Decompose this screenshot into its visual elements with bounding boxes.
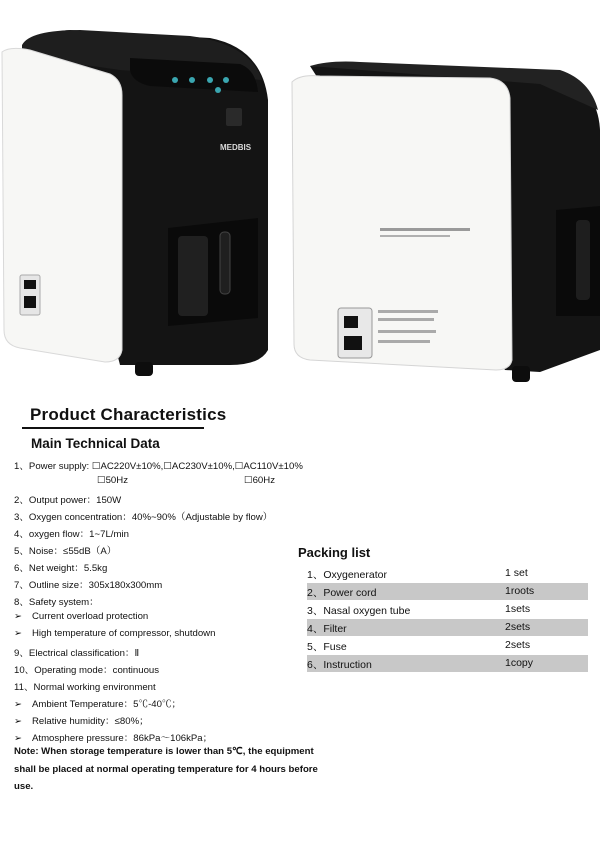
spec-frequency-50hz: ☐50Hz xyxy=(97,475,128,486)
packing-row xyxy=(307,583,588,600)
packing-row xyxy=(307,637,588,654)
spec-text: Current overload protection xyxy=(32,611,149,622)
spec-atmosphere-pressure xyxy=(14,730,212,744)
packing-item-qty: 1copy xyxy=(505,657,534,669)
packing-item-name: 4、Filter xyxy=(307,623,347,635)
packing-item-qty: 1 set xyxy=(505,567,528,579)
packing-item-name: 3、Nasal oxygen tube xyxy=(307,605,411,617)
spec-high-temperature xyxy=(14,628,215,639)
spec-oxygen-flow: 4、oxygen flow：1~7L/min xyxy=(14,529,129,540)
spec-net-weight: 6、Net weight：5.5kg xyxy=(14,563,108,574)
spec-overload-protection xyxy=(14,611,148,622)
packing-row xyxy=(307,655,588,672)
arrow-bullet-icon: ➢ xyxy=(14,733,23,744)
arrow-bullet-icon: ➢ xyxy=(14,716,23,727)
packing-item-qty: 1roots xyxy=(505,585,535,597)
spec-oxygen-concentration: 3、Oxygen concentration：40%~90%（Adjustable by flow） xyxy=(14,512,273,523)
spec-frequency-60hz: ☐60Hz xyxy=(244,475,275,486)
packing-item-name: 6、Instruction xyxy=(307,659,372,671)
arrow-bullet-icon: ➢ xyxy=(14,628,23,639)
spec-output-power: 2、Output power：150W xyxy=(14,495,122,506)
storage-note: Note: When storage temperature is lower than 5℃, the equipment shall be placed at normal operating temperature for 4 hours before use. xyxy=(14,746,318,792)
product-photos xyxy=(0,0,600,392)
section-heading: Product Characteristics xyxy=(30,405,227,424)
packing-item-qty: 2sets xyxy=(505,639,531,651)
spec-text: Relative humidity：≤80%； xyxy=(32,716,149,727)
brand-label: MEDBIS xyxy=(220,143,252,152)
spec-working-environment: 11、Normal working environment xyxy=(14,682,156,693)
section-subheading: Main Technical Data xyxy=(31,436,160,451)
spec-text: Atmosphere pressure：86kPa～106kPa； xyxy=(32,733,213,744)
packing-item-name: 5、Fuse xyxy=(307,641,347,653)
spec-ambient-temperature xyxy=(14,696,181,710)
spec-outline-size: 7、Outline size：305x180x300mm xyxy=(14,580,163,591)
packing-list-title: Packing list xyxy=(298,545,371,560)
packing-item-name: 1、Oxygenerator xyxy=(307,569,387,581)
packing-row xyxy=(307,619,588,636)
spec-noise: 5、Noise：≤55dB（A） xyxy=(14,546,117,557)
spec-power-supply: 1、Power supply: ☐AC220V±10%,☐AC230V±10%,☐AC110V±10% xyxy=(14,461,303,472)
spec-text: Ambient Temperature：5℃-40℃； xyxy=(32,699,182,710)
spec-safety-system: 8、Safety system： xyxy=(14,597,99,608)
packing-item-qty: 2sets xyxy=(505,621,531,633)
spec-operating-mode: 10、Operating mode：continuous xyxy=(14,665,160,676)
packing-item-qty: 1sets xyxy=(505,603,531,615)
spec-electrical-classification: 9、Electrical classification：Ⅱ xyxy=(14,648,140,659)
oxygen-concentrator-front-view xyxy=(2,30,268,376)
packing-row xyxy=(307,565,588,582)
arrow-bullet-icon: ➢ xyxy=(14,699,23,710)
packing-item-name: 2、Power cord xyxy=(307,587,377,599)
packing-row xyxy=(307,601,588,618)
spec-text: High temperature of compressor, shutdown xyxy=(32,628,216,639)
spec-relative-humidity xyxy=(14,713,149,727)
oxygen-concentrator-side-view xyxy=(292,62,600,383)
heading-underline xyxy=(22,427,204,429)
arrow-bullet-icon: ➢ xyxy=(14,611,23,622)
